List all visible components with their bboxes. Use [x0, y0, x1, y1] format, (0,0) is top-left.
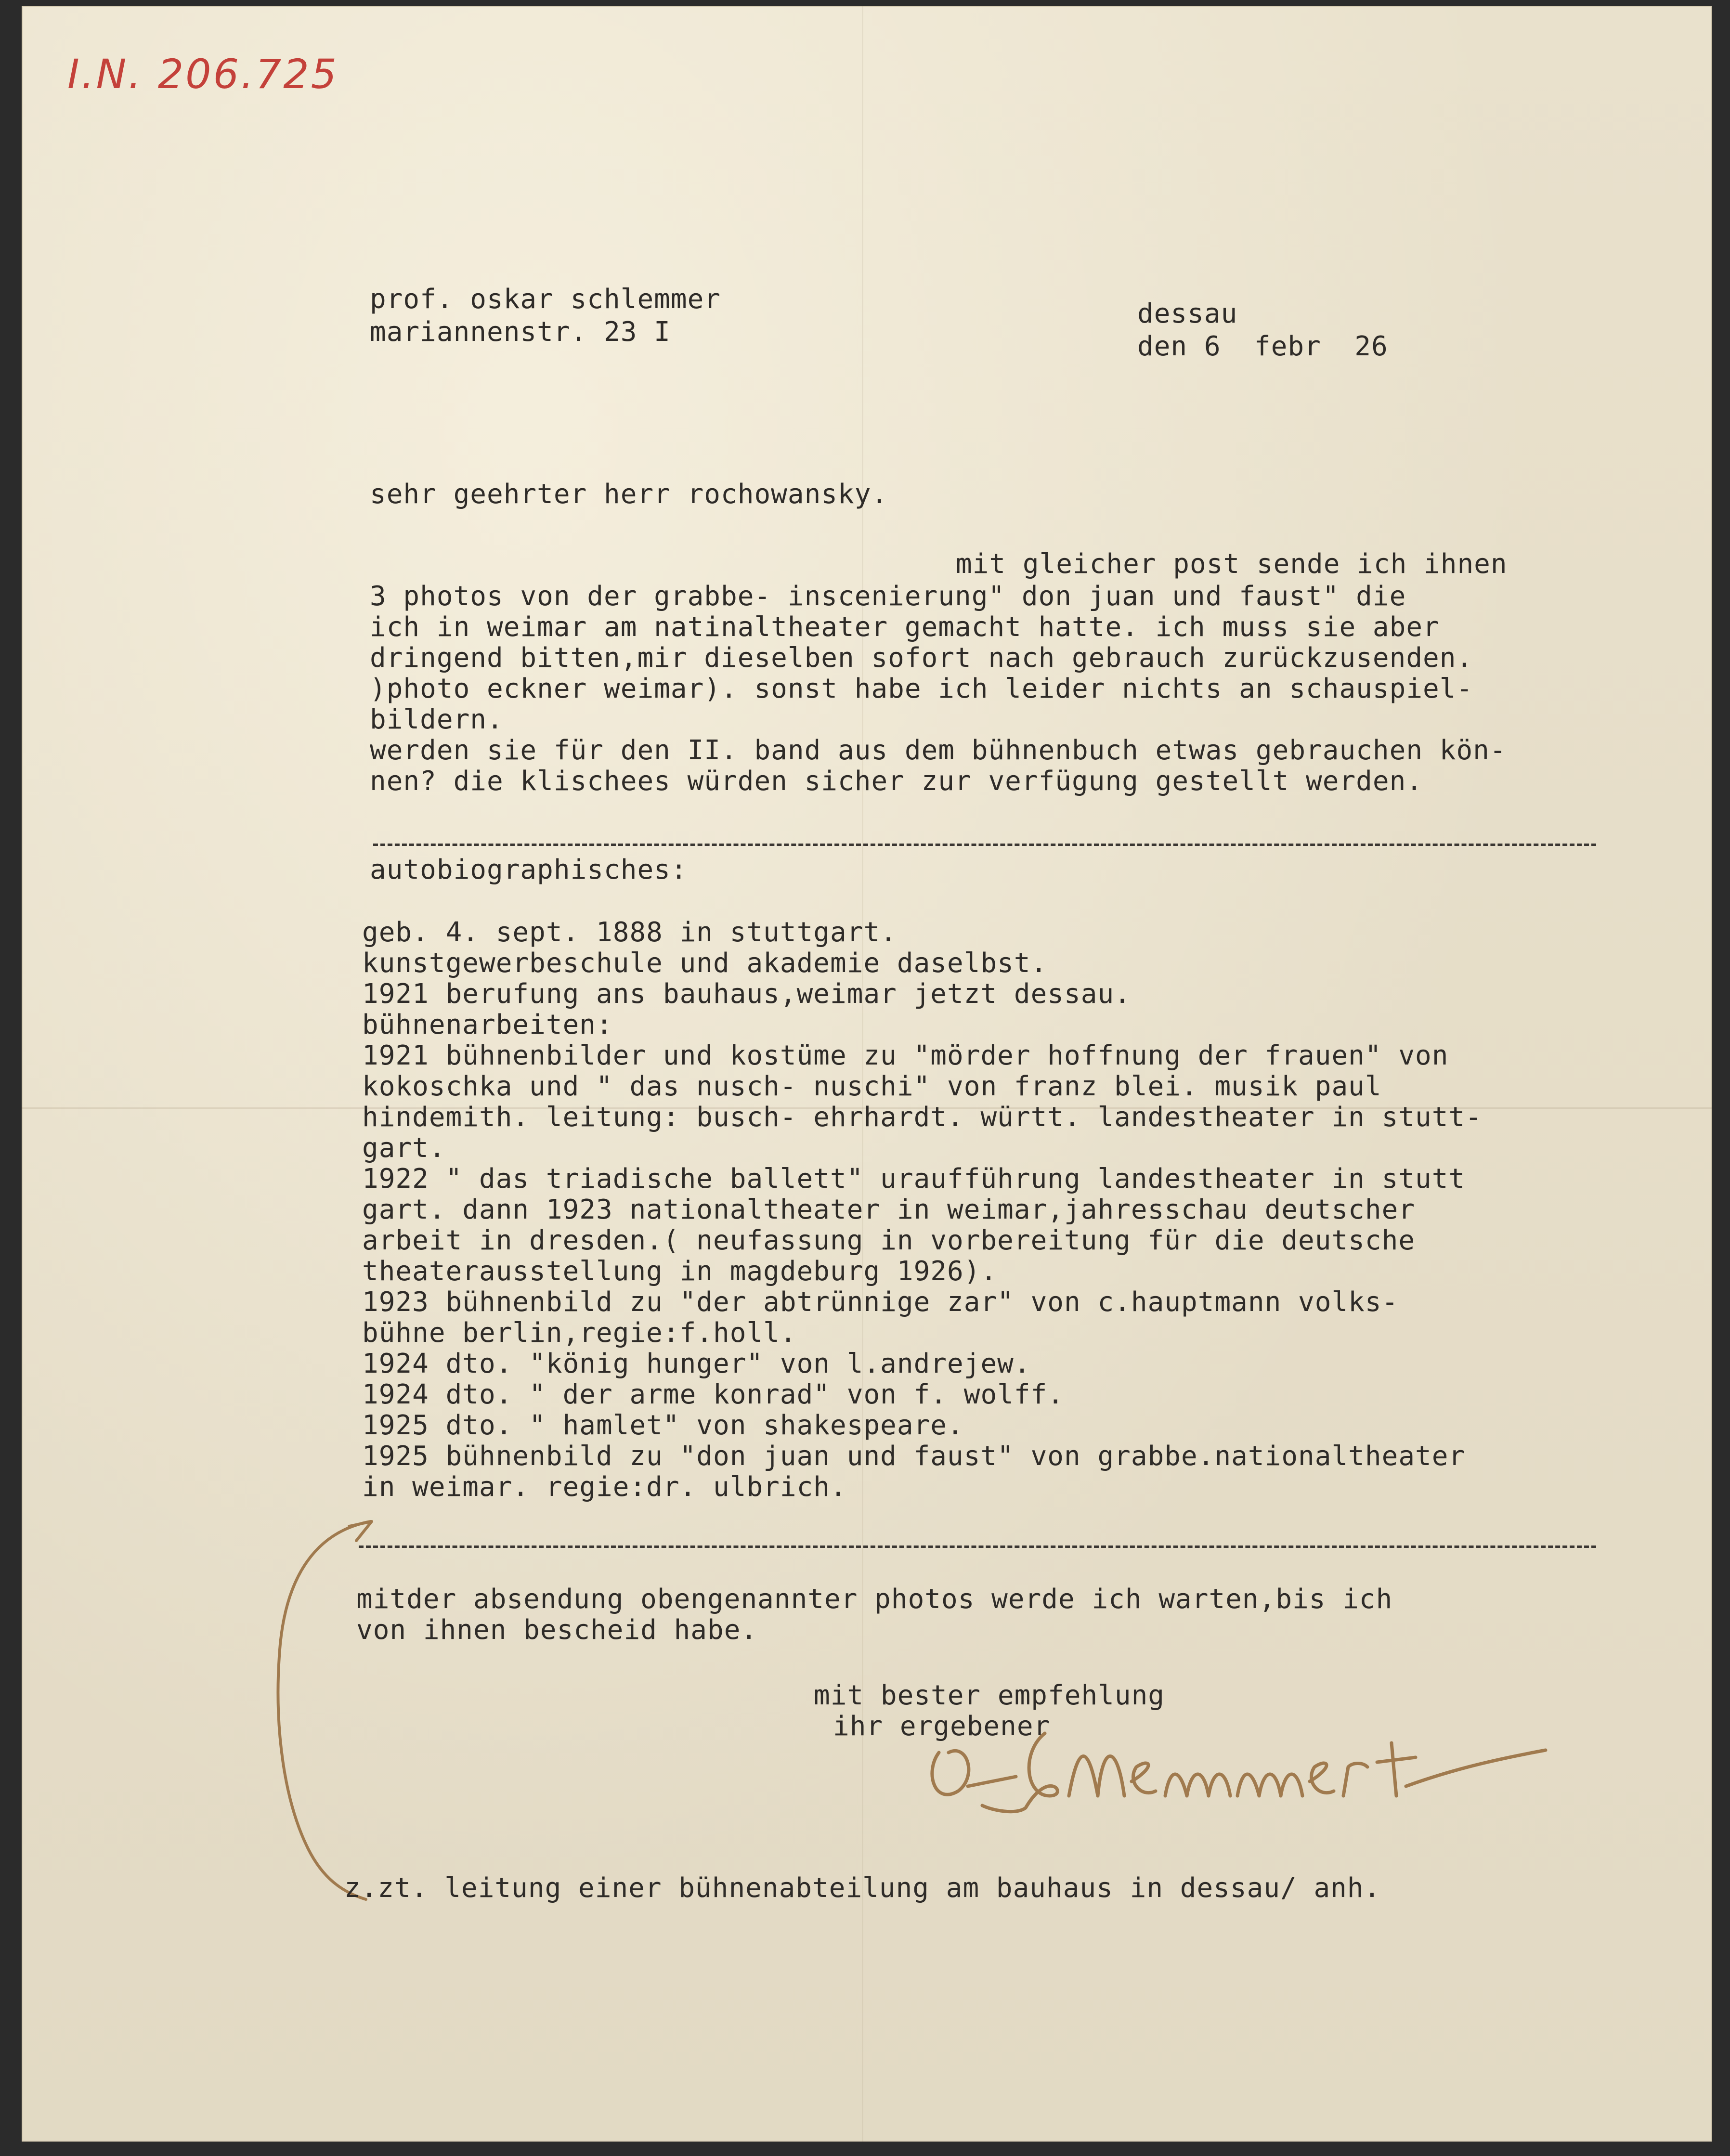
body-line: mit gleicher post sende ich ihnen: [956, 548, 1508, 580]
autobiography-line: 1921 berufung ans bauhaus,weimar jetzt dessau.: [362, 978, 1131, 1010]
autobiography-line: 1921 bühnenbilder und kostüme zu "mörder hoffnung der frauen" von: [362, 1040, 1449, 1071]
body-line: werden sie für den II. band aus dem bühnenbuch etwas gebrauchen kön-: [370, 735, 1507, 766]
autobiography-line: arbeit in dresden.( neufassung in vorbereitung für die deutsche: [362, 1225, 1416, 1256]
body-line: nen? die klischees würden sicher zur verfügung gestellt werden.: [370, 766, 1423, 797]
body-line: 3 photos von der grabbe- inscenierung" don juan und faust" die: [370, 581, 1406, 612]
autobiography-line: in weimar. regie:dr. ulbrich.: [362, 1471, 847, 1503]
autobiography-heading: autobiographisches:: [370, 854, 688, 885]
autobiography-line: 1923 bühnenbild zu "der abtrünnige zar" von c.hauptmann volks-: [362, 1286, 1399, 1318]
autobiography-line: hindemith. leitung: busch- ehrhardt. württ. landestheater in stutt-: [362, 1102, 1482, 1133]
complimentary-close: mit bester empfehlung: [814, 1680, 1165, 1711]
body-line: )photo eckner weimar). sonst habe ich leider nichts an schauspiel-: [370, 673, 1473, 704]
inventory-number: I.N. 206.725: [67, 51, 339, 98]
closing-line: mitder absendung obengenannter photos werde ich warten,bis ich: [356, 1584, 1393, 1615]
body-line: ich in weimar am natinaltheater gemacht hatte. ich muss sie aber: [370, 611, 1440, 643]
letter-place: dessau: [1137, 298, 1238, 329]
autobiography-line: theaterausstellung in magdeburg 1926).: [362, 1256, 998, 1287]
autobiography-line: 1924 dto. "könig hunger" von l.andrejew.: [362, 1348, 1031, 1379]
handwritten-bracket-arrow: [260, 1512, 385, 1907]
autobiography-line: gart.: [362, 1132, 446, 1164]
complimentary-close: ihr ergebener: [833, 1711, 1051, 1742]
handwritten-signature: [905, 1714, 1560, 1820]
letter-date: den 6 febr 26: [1137, 331, 1388, 362]
autobiography-line: geb. 4. sept. 1888 in stuttgart.: [362, 917, 897, 948]
autobiography-line: bühnenarbeiten:: [362, 1009, 613, 1040]
body-line: dringend bitten,mir dieselben sofort nach gebrauch zurückzusenden.: [370, 642, 1473, 674]
autobiography-line: 1925 dto. " hamlet" von shakespeare.: [362, 1410, 964, 1441]
autobiography-line: bühne berlin,regie:f.holl.: [362, 1317, 797, 1349]
autobiography-line: 1922 " das triadische ballett" uraufführung landestheater in stutt: [362, 1163, 1466, 1195]
dashed-divider: [359, 1546, 1596, 1548]
autobiography-line: 1925 bühnenbild zu "don juan und faust" von grabbe.nationaltheater: [362, 1441, 1466, 1472]
autobiography-line: gart. dann 1923 nationaltheater in weimar,jahresschau deutscher: [362, 1194, 1416, 1225]
closing-line: von ihnen bescheid habe.: [356, 1614, 758, 1646]
dashed-divider: [373, 844, 1596, 846]
autobiography-line: kunstgewerbeschule und akademie daselbst.: [362, 948, 1048, 979]
autobiography-line: kokoschka und " das nusch- nuschi" von franz blei. musik paul: [362, 1071, 1382, 1102]
sender-name: prof. oskar schlemmer: [370, 284, 721, 315]
sender-street: mariannenstr. 23 I: [370, 316, 671, 348]
salutation: sehr geehrter herr rochowansky.: [370, 479, 888, 510]
body-line: bildern.: [370, 704, 504, 735]
autobiography-line: 1924 dto. " der arme konrad" von f. wolff.: [362, 1379, 1065, 1410]
postscript: z.zt. leitung einer bühnenabteilung am bauhaus in dessau/ anh.: [344, 1872, 1381, 1904]
